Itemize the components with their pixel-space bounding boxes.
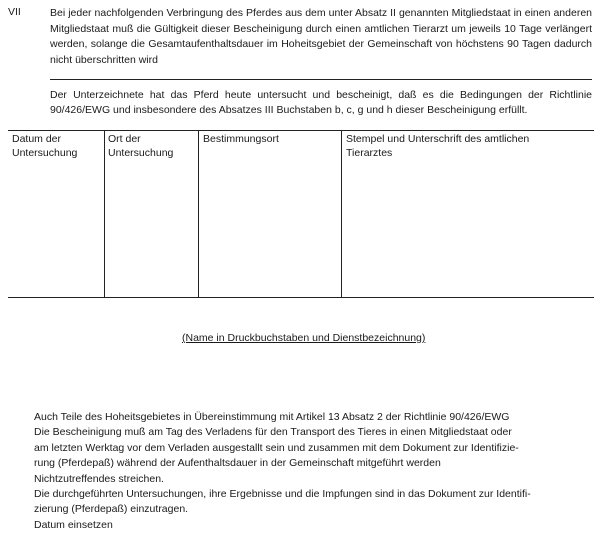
- column-header-ort: Ort der Untersuchung: [108, 133, 174, 159]
- footnote-line: Die durchgeführten Untersuchungen, ihre Ergebnisse und die Impfungen sind in das Dokument zur Identifi-: [34, 488, 531, 501]
- table-col-divider-1: [104, 130, 105, 298]
- table-top-border: [8, 130, 594, 131]
- table-col-divider-3: [341, 130, 342, 298]
- footnote-line: Datum einsetzen: [34, 518, 113, 531]
- footnote-line: zierung (Pferdepaß) einzutragen.: [34, 503, 189, 516]
- table-col-divider-2: [198, 130, 199, 298]
- section-vii-text: Bei jeder nachfolgenden Verbringung des Pferdes aus dem unter Absatz II genannten Mitgliedstaat in einen anderen Mitgliedstaat muß die Gültigkeit dieser Bescheinigung durch einen amtlichen Tierarzt um jeweils 10 Tage verlängert werden, solange die Gesamtaufenthaltsdauer im Hoheitsgebiet der Gemeinschaft von höchstens 90 Tagen dadurch nicht überschritten wird: [50, 7, 592, 66]
- footnotes: [34, 410, 596, 533]
- column-header-datum: Datum der Untersuchung: [12, 133, 78, 159]
- section-number-vii: VII: [8, 6, 21, 18]
- column-header-bestimmungsort: Bestimmungsort: [203, 133, 279, 145]
- certification-text: Der Unterzeichnete hat das Pferd heute untersucht und bescheinigt, daß es die Bedingungen der Richtlinie 90/426/EWG und insbesondere des Absatzes III Buchstaben b, c, g und h dieser Bescheinigung erfüllt.: [50, 89, 592, 116]
- name-designation-label: (Name in Druckbuchstaben und Dienstbezeichnung): [182, 332, 426, 344]
- footnote-line: Nichtzutreffendes streichen.: [34, 472, 164, 485]
- footnote-line: Die Bescheinigung muß am Tag des Verladens für den Transport des Tieres in einen Mitgliedstaat oder: [34, 426, 512, 439]
- footnote-line: rung (Pferdepaß) während der Aufenthaltsdauer in der Gemeinschaft mitgeführt werden: [34, 457, 441, 470]
- certification-top-rule: [50, 79, 592, 80]
- footnote-line: Auch Teile des Hoheitsgebietes in Übereinstimmung mit Artikel 13 Absatz 2 der Richtlinie 90/426/EWG: [34, 411, 510, 423]
- footnote-line: am letzten Werktag vor dem Verladen ausgestallt sein und zusammen mit dem Dokument zur Identifizie-: [34, 441, 519, 454]
- column-header-stempel: Stempel und Unterschrift des amtlichen Tierarztes: [346, 133, 530, 159]
- table-bottom-border: [8, 297, 594, 298]
